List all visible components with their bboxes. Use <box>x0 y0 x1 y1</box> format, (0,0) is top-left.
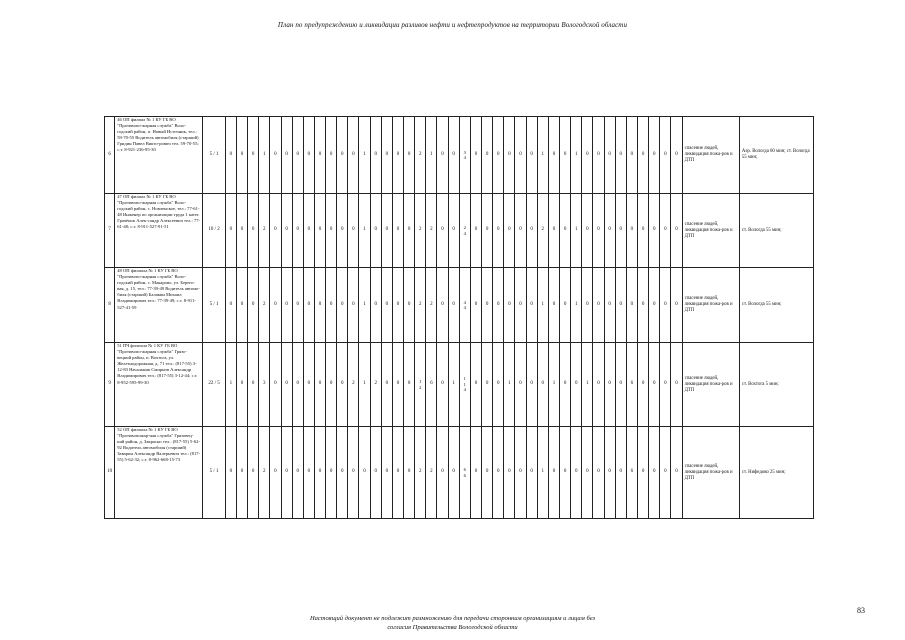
equipment-count-cell: 0 <box>504 427 515 519</box>
equipment-count-cell: 2 <box>415 194 426 268</box>
equipment-count-cell: 0 <box>626 117 637 194</box>
equipment-count-cell: 2 <box>259 268 270 343</box>
equipment-count-cell: 6 <box>626 343 637 427</box>
equipment-count-cell: 0 <box>526 268 537 343</box>
equipment-count-cell: 0 <box>303 268 314 343</box>
equipment-count-cell: 0 <box>392 194 403 268</box>
row-number-cell: 8 <box>105 268 115 343</box>
equipment-count-cell: 1 <box>359 194 370 268</box>
destination-time-cell: ст. Вологда 55 мин; <box>739 268 813 343</box>
equipment-count-cell: 0 <box>370 194 381 268</box>
table-row <box>105 268 814 343</box>
equipment-count-cell: 1 <box>259 117 270 194</box>
equipment-count-cell: 0 <box>482 268 493 343</box>
equipment-count-cell: 2 <box>259 427 270 519</box>
equipment-count-cell: 0 <box>560 268 571 343</box>
equipment-count-cell: 0 <box>236 194 247 268</box>
equipment-count-cell: 0 <box>248 427 259 519</box>
equipment-count-cell: 0 <box>348 268 359 343</box>
equipment-count-cell: 0 <box>537 343 548 427</box>
equipment-count-cell: 0 <box>626 194 637 268</box>
equipment-count-cell: 0 <box>292 117 303 194</box>
equipment-count-cell: 0 <box>404 268 415 343</box>
equipment-count-cell: 0 <box>604 117 615 194</box>
equipment-count-cell: 0 <box>482 343 493 427</box>
equipment-count-cell: 0 <box>548 268 559 343</box>
equipment-count-cell: 2 <box>426 194 437 268</box>
equipment-count-cell: 0 <box>303 117 314 194</box>
destination-time-cell: Аэр. Вологда 60 мин; ст. Вологда 55 мин; <box>739 117 813 194</box>
equipment-count-cell: 0 <box>348 427 359 519</box>
equipment-count-cell: 0 <box>326 427 337 519</box>
equipment-count-cell: 0 <box>370 117 381 194</box>
equipment-count-cell: 1 <box>537 268 548 343</box>
equipment-count-cell: 0 <box>560 343 571 427</box>
equipment-count-cell: 0 <box>526 427 537 519</box>
equipment-count-cell: 0 <box>515 194 526 268</box>
equipment-count-cell: 0 <box>671 343 682 427</box>
equipment-count-cell: 0 <box>526 117 537 194</box>
equipment-count-cell: 2 <box>370 343 381 427</box>
equipment-count-cell: 0 <box>560 117 571 194</box>
equipment-count-cell: 0 <box>649 427 660 519</box>
equipment-count-cell: 0 <box>381 427 392 519</box>
equipment-count-cell: 0 <box>236 427 247 519</box>
equipment-count-cell: 0 <box>470 343 481 427</box>
equipment-count-cell: 0 <box>314 343 325 427</box>
equipment-count-cell: 0 <box>638 427 649 519</box>
equipment-count-cell: 0 <box>548 427 559 519</box>
equipment-count-cell: 0 <box>493 343 504 427</box>
equipment-count-cell: 0 <box>660 194 671 268</box>
equipment-count-cell: 0 <box>437 343 448 427</box>
equipment-count-cell: 1 <box>359 117 370 194</box>
equipment-count-cell: 0 <box>660 427 671 519</box>
equipment-count-cell: 0 <box>225 268 236 343</box>
equipment-count-cell: 0 <box>615 268 626 343</box>
equipment-count-cell: 0 <box>515 117 526 194</box>
page-number: 83 <box>857 606 865 615</box>
equipment-count-cell: 1 <box>359 268 370 343</box>
row-number-cell: 6 <box>105 117 115 194</box>
equipment-count-cell: 0 <box>504 117 515 194</box>
equipment-count-cell: 0 <box>437 268 448 343</box>
personnel-cell: 10 / 2 <box>203 194 226 268</box>
equipment-count-cell: 0 <box>270 343 281 427</box>
equipment-count-cell: 0 <box>314 194 325 268</box>
equipment-count-cell: 0 <box>337 117 348 194</box>
equipment-count-cell: 0 <box>582 117 593 194</box>
equipment-count-cell: 0 <box>615 427 626 519</box>
equipment-count-cell: 0 <box>671 194 682 268</box>
equipment-count-cell: 0 <box>292 343 303 427</box>
equipment-count-cell: 0 <box>248 343 259 427</box>
row-number-cell: 10 <box>105 427 115 519</box>
equipment-count-cell: 2 <box>537 194 548 268</box>
equipment-count-cell: 0 <box>392 343 403 427</box>
equipment-count-cell: 1 2 <box>415 343 426 427</box>
unit-description-cell: 51 ПЧ филиала № 1 КУ ГБ ВО "Противопо-жарная служба" Грязо-вецкий район, п. Вохтога, ул. Железнодорожная, д. 71 тел.: (817-55) 3-12-83 Начальник Смирнов Александр Владимирович тел.: (817-55) 3-12-44; с.т. 8-952-595-99-30 <box>115 343 203 427</box>
equipment-count-cell: 0 <box>593 343 604 427</box>
equipment-count-cell: 0 <box>638 268 649 343</box>
equipment-count-cell: 0 <box>225 117 236 194</box>
equipment-count-cell: 0 <box>404 117 415 194</box>
equipment-count-cell: 1 <box>571 268 582 343</box>
equipment-count-cell: 0 <box>326 268 337 343</box>
equipment-count-cell: 0 <box>615 343 626 427</box>
equipment-count-cell: 0 <box>604 343 615 427</box>
equipment-count-cell: 0 <box>236 117 247 194</box>
equipment-count-cell: 0 <box>348 194 359 268</box>
equipment-count-cell: 1 <box>571 117 582 194</box>
tasks-cell: спасение людей, ликвидация пожа-ров и ДТП <box>682 117 739 194</box>
equipment-count-cell: 0 <box>660 268 671 343</box>
equipment-count-cell: 0 <box>593 194 604 268</box>
equipment-count-cell: 0 <box>248 268 259 343</box>
equipment-count-cell: 0 <box>236 268 247 343</box>
equipment-count-cell: 0 <box>482 194 493 268</box>
equipment-count-cell: 0 <box>571 343 582 427</box>
equipment-count-cell: 0 <box>314 427 325 519</box>
equipment-count-cell: 0 <box>582 268 593 343</box>
equipment-count-cell: 0 <box>270 194 281 268</box>
tasks-cell: спасение людей, ликвидация пожа-ров и ДТП <box>682 268 739 343</box>
equipment-count-cell: 0 <box>593 268 604 343</box>
equipment-count-cell: 0 <box>548 194 559 268</box>
equipment-count-cell: 0 <box>348 117 359 194</box>
equipment-count-cell: 0 <box>326 343 337 427</box>
equipment-count-cell: 0 <box>593 117 604 194</box>
equipment-count-cell: 0 <box>638 343 649 427</box>
resources-table-body <box>105 117 814 519</box>
equipment-count-cell: 0 <box>571 427 582 519</box>
equipment-count-cell: 6 <box>626 427 637 519</box>
equipment-count-cell: 0 <box>526 343 537 427</box>
equipment-count-cell: 0 <box>604 194 615 268</box>
equipment-count-cell: 0 <box>515 268 526 343</box>
equipment-count-cell: 0 <box>604 268 615 343</box>
destination-time-cell: ст. Вологда 55 мин; <box>739 194 813 268</box>
equipment-count-cell: 0 <box>225 194 236 268</box>
equipment-count-cell: 0 <box>292 194 303 268</box>
equipment-count-cell: 0 <box>626 268 637 343</box>
table-row <box>105 117 814 194</box>
row-number-cell: 7 <box>105 194 115 268</box>
equipment-count-cell: 1 <box>225 343 236 427</box>
equipment-count-cell: 2 <box>348 343 359 427</box>
equipment-count-cell: 0 <box>649 194 660 268</box>
footer-line-1: Настоящий документ не подлежит размножению для передачи сторонним организациям и лицам без <box>309 615 596 622</box>
equipment-count-cell: 0 <box>470 194 481 268</box>
equipment-count-cell: 0 <box>303 427 314 519</box>
table-row <box>105 194 814 268</box>
equipment-count-cell: 0 <box>270 427 281 519</box>
equipment-count-cell: 0 <box>638 194 649 268</box>
equipment-count-cell: 0 <box>582 194 593 268</box>
equipment-count-cell: 2 4 <box>459 194 470 268</box>
equipment-count-cell: 0 <box>560 427 571 519</box>
equipment-count-cell: 0 <box>470 427 481 519</box>
equipment-count-cell: 0 <box>437 194 448 268</box>
equipment-count-cell: 0 <box>671 117 682 194</box>
equipment-count-cell: 0 <box>404 427 415 519</box>
table-row <box>105 343 814 427</box>
equipment-count-cell: 1 <box>448 343 459 427</box>
equipment-count-cell: 0 <box>448 268 459 343</box>
equipment-count-cell: 1 <box>571 194 582 268</box>
equipment-count-cell: 0 <box>470 268 481 343</box>
equipment-count-cell: 0 <box>448 194 459 268</box>
equipment-count-cell: 0 <box>404 343 415 427</box>
equipment-count-cell: 0 <box>303 194 314 268</box>
equipment-count-cell: 0 <box>671 427 682 519</box>
equipment-count-cell: 0 <box>593 427 604 519</box>
destination-time-cell: ст. Вохтога 5 мин; <box>739 343 813 427</box>
equipment-count-cell: 0 <box>392 427 403 519</box>
tasks-cell: спасение людей, ликвидация пожа-ров и ДТП <box>682 343 739 427</box>
equipment-count-cell: 2 <box>415 117 426 194</box>
equipment-count-cell: 0 <box>493 194 504 268</box>
equipment-count-cell: 1 <box>426 117 437 194</box>
equipment-count-cell: 0 <box>660 343 671 427</box>
equipment-count-cell: 0 <box>448 117 459 194</box>
equipment-count-cell: 0 <box>504 268 515 343</box>
equipment-count-cell: 6 <box>426 343 437 427</box>
equipment-count-cell: 0 <box>281 194 292 268</box>
equipment-count-cell: 0 <box>615 194 626 268</box>
equipment-count-cell: 0 <box>515 343 526 427</box>
equipment-count-cell: 0 <box>671 268 682 343</box>
personnel-cell: 22 / 5 <box>203 343 226 427</box>
equipment-count-cell: 1 <box>504 343 515 427</box>
equipment-count-cell: 0 <box>493 427 504 519</box>
equipment-count-cell: 4 4 <box>459 268 470 343</box>
equipment-count-cell: 0 <box>292 427 303 519</box>
document-footer <box>200 614 705 632</box>
equipment-count-cell: 0 <box>482 117 493 194</box>
equipment-count-cell: 0 <box>649 117 660 194</box>
equipment-count-cell: 0 <box>281 117 292 194</box>
equipment-count-cell: 0 <box>337 343 348 427</box>
equipment-count-cell: 0 <box>248 194 259 268</box>
equipment-count-cell: 6 6 <box>459 427 470 519</box>
equipment-count-cell: 2 <box>415 268 426 343</box>
destination-time-cell: ст. Нифедово 25 мин; <box>739 427 813 519</box>
equipment-count-cell: 0 <box>381 343 392 427</box>
footer-line-2: согласия Правительства Вологодской области <box>387 624 518 631</box>
equipment-count-cell: 0 <box>326 117 337 194</box>
equipment-count-cell: 0 <box>326 194 337 268</box>
equipment-count-cell: 2 <box>415 427 426 519</box>
equipment-count-cell: 0 <box>504 194 515 268</box>
equipment-count-cell: 0 <box>493 117 504 194</box>
equipment-count-cell: 1 <box>359 343 370 427</box>
equipment-count-cell: 0 <box>314 268 325 343</box>
equipment-count-cell: 0 <box>303 343 314 427</box>
unit-description-cell: 48 ОП филиала № 1 КУ ГБ ВО "Противопо-жарная служба" Воло-годский район, с. Макарово, ул. Берего-вая, д. 15, тел.: 77-39-49 Водитель автомо-биля (старший) Балакин Михаил Владимирович тел.: 77-39-49; с.т. 8-911-527-41-59 <box>115 268 203 343</box>
equipment-count-cell: 2 <box>426 427 437 519</box>
equipment-count-cell: 0 <box>370 268 381 343</box>
personnel-cell: 5 / 1 <box>203 117 226 194</box>
equipment-count-cell: 0 <box>560 194 571 268</box>
equipment-count-cell: 0 <box>448 427 459 519</box>
equipment-count-cell: 0 <box>337 194 348 268</box>
equipment-count-cell: 1 <box>537 117 548 194</box>
row-number-cell: 9 <box>105 343 115 427</box>
equipment-count-cell: 3 <box>259 343 270 427</box>
equipment-count-cell: 0 <box>482 427 493 519</box>
equipment-count-cell: 0 <box>236 343 247 427</box>
equipment-count-cell: 1 1 4 <box>459 343 470 427</box>
equipment-count-cell: 0 <box>281 343 292 427</box>
equipment-count-cell: 1 <box>537 427 548 519</box>
equipment-count-cell: 0 <box>370 427 381 519</box>
equipment-count-cell: 0 <box>337 268 348 343</box>
equipment-count-cell: 0 <box>381 117 392 194</box>
equipment-count-cell: 0 <box>437 427 448 519</box>
equipment-count-cell: 0 <box>381 194 392 268</box>
equipment-count-cell: 0 <box>292 268 303 343</box>
tasks-cell: спасение людей, ликвидация пожа-ров и ДТП <box>682 194 739 268</box>
resources-table <box>104 116 814 519</box>
equipment-count-cell: 1 <box>582 343 593 427</box>
tasks-cell: спасение людей, ликвидация пожа-ров и ДТП <box>682 427 739 519</box>
equipment-count-cell: 0 <box>270 117 281 194</box>
equipment-count-cell: 0 <box>515 427 526 519</box>
equipment-count-cell: 3 4 <box>459 117 470 194</box>
equipment-count-cell: 0 <box>392 117 403 194</box>
equipment-count-cell: 0 <box>582 427 593 519</box>
equipment-count-cell: 0 <box>526 194 537 268</box>
equipment-count-cell: 2 <box>426 268 437 343</box>
equipment-count-cell: 0 <box>381 268 392 343</box>
equipment-count-cell: 0 <box>359 427 370 519</box>
equipment-count-cell: 2 <box>259 194 270 268</box>
equipment-count-cell: 0 <box>615 117 626 194</box>
personnel-cell: 5 / 1 <box>203 268 226 343</box>
table-row <box>105 427 814 519</box>
equipment-count-cell: 0 <box>660 117 671 194</box>
equipment-count-cell: 0 <box>604 427 615 519</box>
unit-description-cell: 46 ОП филиал № 1 КУ ГБ ВО "Противопо-жарная служба" Воло-годский район, п. Новый Источник, тел.: 59-70-55 Водитель автомобиля (старший) Гридин Павел Викто-рович тел. 59-70-55; с.т. 8-921-236-95-30 <box>115 117 203 194</box>
equipment-count-cell: 0 <box>437 117 448 194</box>
equipment-count-cell: 0 <box>314 117 325 194</box>
equipment-count-cell: 0 <box>638 117 649 194</box>
equipment-count-cell: 0 <box>281 427 292 519</box>
personnel-cell: 5 / 1 <box>203 427 226 519</box>
document-header: План по предупреждению и ликвидации разливов нефти и нефтепродуктов на территории Вологодской области <box>277 21 628 29</box>
equipment-count-cell: 0 <box>248 117 259 194</box>
equipment-count-cell: 0 <box>493 268 504 343</box>
unit-description-cell: 47 ОП филиал № 1 КУ ГБ ВО "Противопо-жарная служба" Воло-годский район, с. Новленское, тел.: 77-61-48 Инженер по организации труда 1 катег. Грачёнок Алек-сандр Алексеевич тел.: 77-61-48; с.т. 8-911-527-91-51 <box>115 194 203 268</box>
equipment-count-cell: 0 <box>225 427 236 519</box>
equipment-count-cell: 0 <box>392 268 403 343</box>
equipment-count-cell: 0 <box>470 117 481 194</box>
equipment-count-cell: 0 <box>649 343 660 427</box>
equipment-count-cell: 0 <box>548 117 559 194</box>
equipment-count-cell: 1 <box>548 343 559 427</box>
equipment-count-cell: 0 <box>281 268 292 343</box>
equipment-count-cell: 0 <box>337 427 348 519</box>
unit-description-cell: 52 ОП филиала № 1 КУ ГБ ВО "Противопожар-ная служба" Грязовец-кий район, д. Закрасно тел.: (817-55) 5-62-92 Водитель автомобиля (старший) Заварин Александр Валерьевич тел.: (817-55) 5-62-32; с.т. 8-962-668-15-73 <box>115 427 203 519</box>
equipment-count-cell: 0 <box>404 194 415 268</box>
equipment-count-cell: 0 <box>270 268 281 343</box>
equipment-count-cell: 0 <box>649 268 660 343</box>
